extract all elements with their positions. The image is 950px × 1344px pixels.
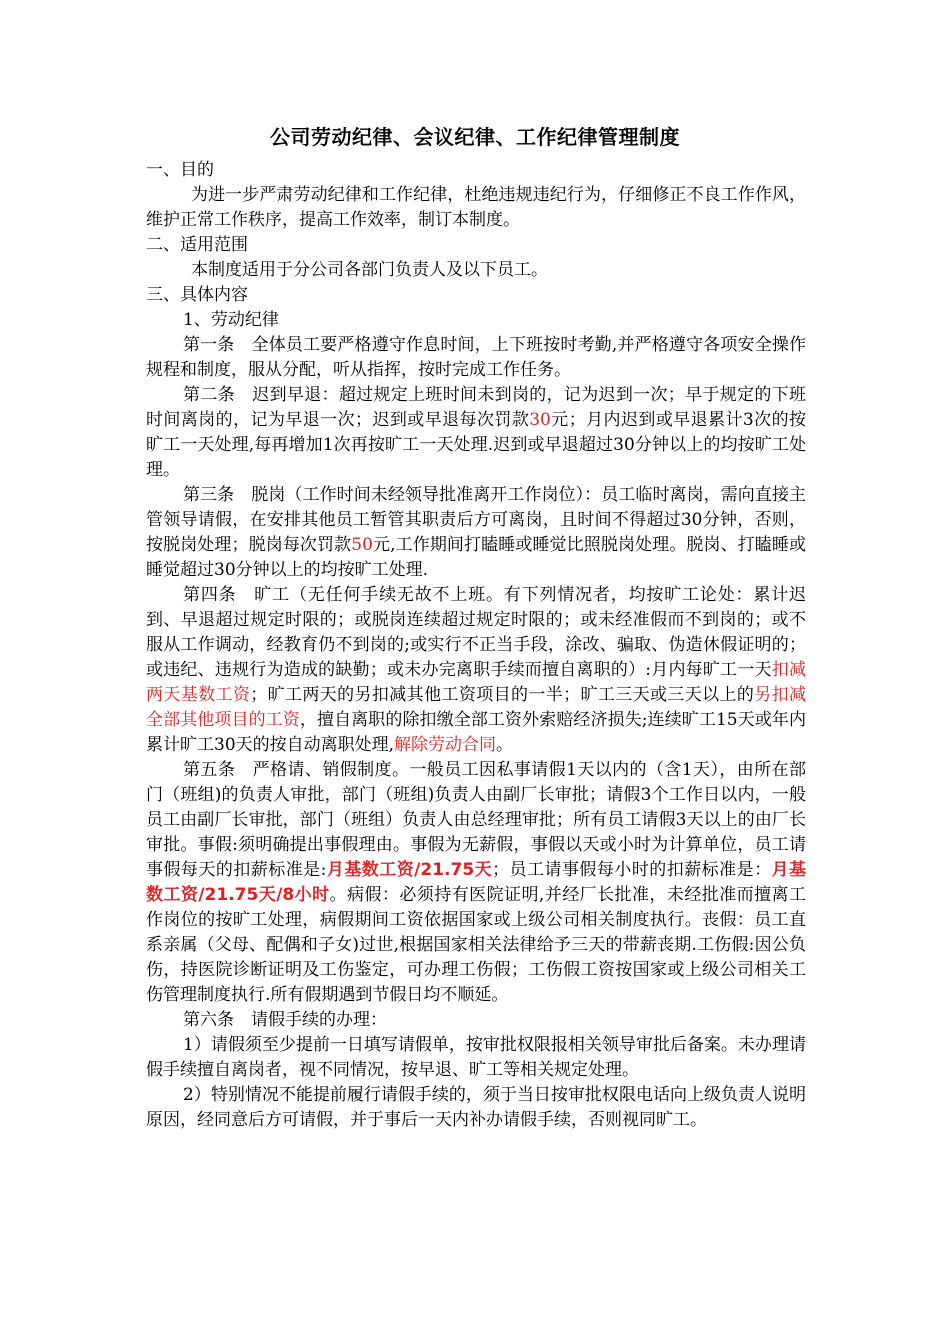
section-purpose-text: 为进一步严肃劳动纪律和工作纪律，杜绝违规违纪行为，仔细修正不良工作作风，维护正常工作秩序，提高工作效率，制订本制度。 bbox=[146, 185, 806, 230]
section-heading-content: 三、具体内容 bbox=[146, 285, 248, 305]
article-4 bbox=[146, 583, 806, 758]
article-6 bbox=[146, 1008, 806, 1033]
article-4-text-a: 旷工（无任何手续无故不上班。有下列情况者，均按旷工论处：累计迟到、早退超过规定时限的；或脱岗连续超过规定时限的；或未经准假而不到岗的；或不服从工作调动，经教育仍不到岗的;或实行不正当手段，涂改、骗取、伪造休假证明的；或违纪、违规行为造成的缺勤；或未办完离职手续而擅自离职的）:月内每旷工一天 bbox=[146, 585, 807, 680]
document-body bbox=[146, 158, 806, 1133]
article-5-text-a: 严格请、销假制度。一般员工因私事请假1天以内的（含1天），由所在部门（班组)的负责人审批，部门（班组)负责人由副厂长审批；请假3个工作日以内，一般员工由副厂长审批，部门（班组）负责人由总经理审批；所有员工请假3天以上的由厂长审批。事假:须明确提出事假理由。事假为无薪假，事假以天或小时为计算单位，员工请事假每天的扣薪标准是: bbox=[146, 760, 807, 880]
article-6-item-2: 2）特别情况不能提前履行请假手续的，须于当日按审批权限电话向上级负责人说明原因，经同意后方可请假，并于事后一天内补办请假手续，否则视同旷工。 bbox=[146, 1085, 806, 1130]
subsection-heading-labor-discipline: 1、劳动纪律 bbox=[183, 310, 279, 330]
article-2-text-a: 迟到早退：超过规定上班时间未到岗的，记为迟到一次；早于规定的下班时间离岗的，记为早退一次；迟到或早退每次罚款 bbox=[146, 385, 807, 430]
article-2 bbox=[146, 383, 806, 483]
section-heading-scope: 二、适用范围 bbox=[146, 235, 248, 255]
article-3-text-b: 元,工作期间打瞌睡或睡觉比照脱岗处理。脱岗、打瞌睡或睡觉超过30分钟以上的均按旷工处理. bbox=[146, 535, 806, 580]
article-5-text-c: 。病假：必须持有医院证明,并经厂长批准，未经批准而擅离工作岗位的按旷工处理，病假期间工资依据国家或上级公司相关制度执行。丧假：员工直系亲属（父母、配偶和子女)过世,根据国家相关法律给予三天的带薪丧期.工伤假:因公负伤，持医院诊断证明及工伤鉴定，可办理工伤假；工伤假工资按国家或上级公司相关工伤管理制度执行.所有假期遇到节假日均不顺延。 bbox=[146, 885, 806, 1005]
article-5-hourly-rate: 月基数工资/21.75天/8小时 bbox=[146, 860, 807, 905]
article-3-fine-amount: 50 bbox=[351, 535, 373, 555]
article-4-highlight-3: 解除劳动合同 bbox=[394, 735, 497, 755]
section-scope-text: 本制度适用于分公司各部门负责人及以下员工。 bbox=[191, 260, 548, 280]
article-1-text: 全体员工要严格遵守作息时间，上下班按时考勤,并严格遵守各项安全操作规程和制度，服从分配，听从指挥，按时完成工作任务。 bbox=[146, 335, 806, 380]
article-4-text-c: ，擅自离职的除扣缴全部工资外索赔经济损失;连续旷工15天或年内累计旷工30天的按自动离职处理, bbox=[146, 710, 807, 755]
article-4-text-b: ；旷工两天的另扣减其他工资项目的一半；旷工三天或三天以上的 bbox=[250, 685, 755, 705]
article-1-label: 第一条 bbox=[183, 335, 235, 355]
article-2-text-b: 元；月内迟到或早退累计3次的按旷工一天处理,每再增加1次再按旷工一天处理.迟到或早退超过30分钟以上的均按旷工处理。 bbox=[146, 410, 806, 480]
article-5 bbox=[146, 758, 806, 1008]
article-3 bbox=[146, 483, 806, 583]
article-4-text-d: 。 bbox=[496, 735, 514, 755]
article-1 bbox=[146, 333, 806, 383]
article-6-label: 第六条 bbox=[183, 1010, 234, 1030]
article-6-item-1: 1）请假须至少提前一日填写请假单，按审批权限报相关领导审批后备案。未办理请假手续擅自离岗者，视不同情况，按早退、旷工等相关规定处理。 bbox=[146, 1035, 806, 1080]
article-4-label: 第四条 bbox=[183, 585, 237, 605]
article-3-text-a: 脱岗（工作时间未经领导批准离开工作岗位）：员工临时离岗，需向直接主管领导请假，在安排其他员工暂管其职责后方可离岗，且时间不得超过30分钟，否则，按脱岗处理；脱岗每次罚款 bbox=[146, 485, 807, 555]
article-5-text-b: ；员工请事假每小时的扣薪标准是： bbox=[492, 860, 772, 880]
article-2-label: 第二条 bbox=[183, 385, 235, 405]
article-4-highlight-1: 扣减两天基数工资 bbox=[146, 660, 806, 705]
article-3-label: 第三条 bbox=[183, 485, 235, 505]
article-2-fine-amount: 30 bbox=[529, 410, 551, 430]
article-5-label: 第五条 bbox=[183, 760, 236, 780]
article-5-daily-rate: 月基数工资/21.75天 bbox=[326, 860, 493, 880]
article-6-text: 请假手续的办理： bbox=[251, 1010, 387, 1030]
section-heading-purpose: 一、目的 bbox=[146, 160, 214, 180]
document-title: 公司劳动纪律、会议纪律、工作纪律管理制度 bbox=[270, 125, 680, 149]
article-4-highlight-2: 另扣减全部其他项目的工资 bbox=[146, 685, 807, 730]
